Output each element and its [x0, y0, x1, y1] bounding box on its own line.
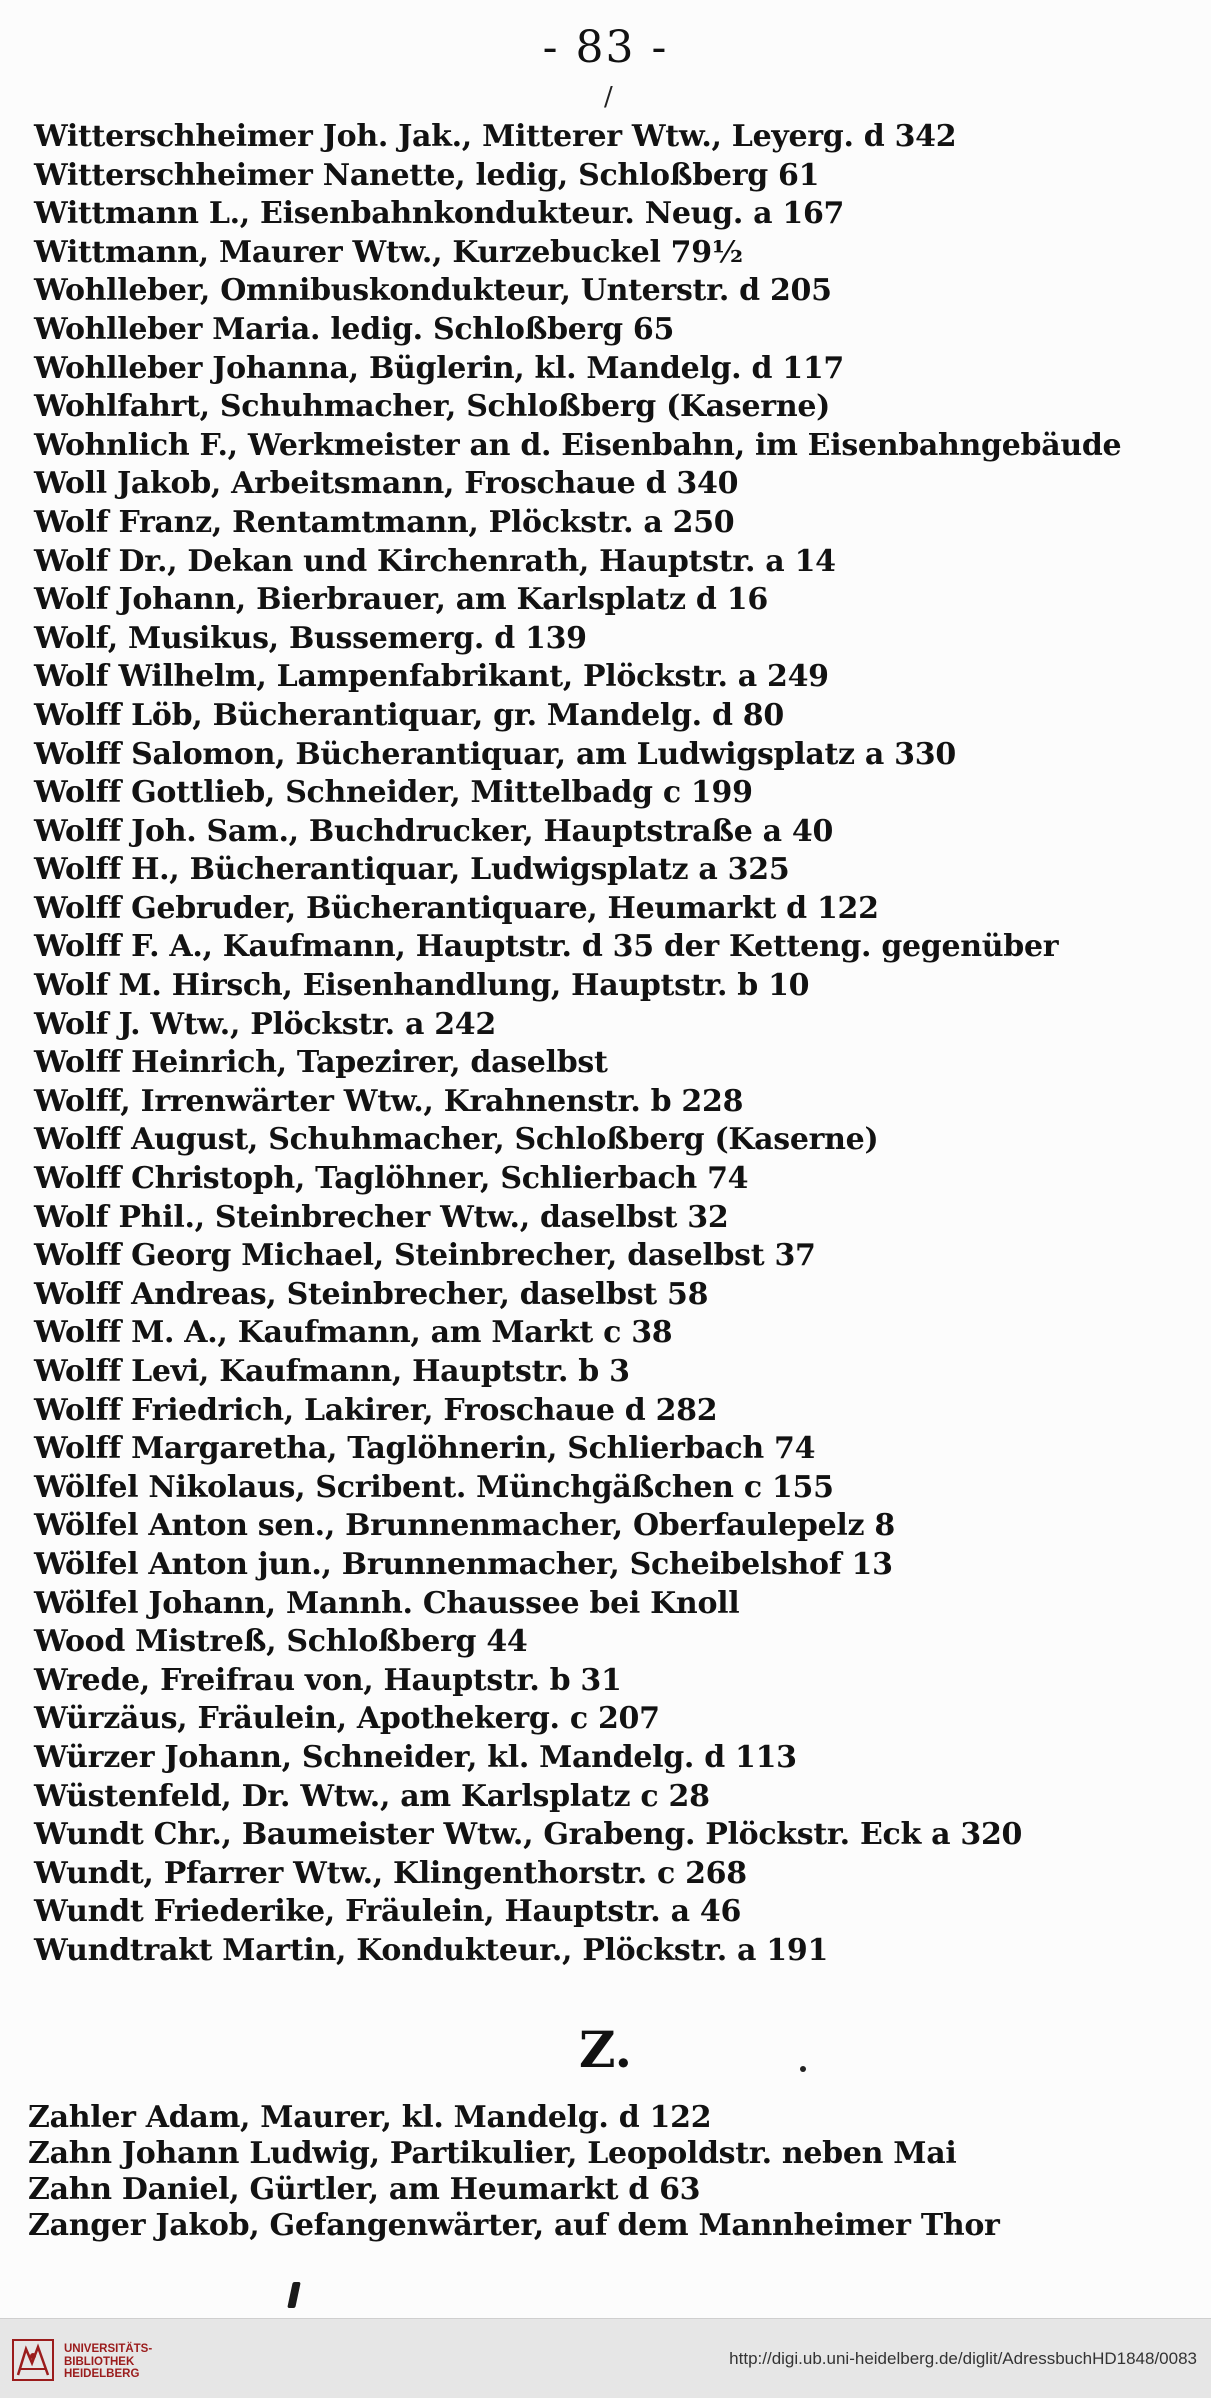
directory-entry: Wolff Christoph, Taglöhner, Schlierbach 74: [34, 1161, 749, 1197]
directory-entry: Wundt Chr., Baumeister Wtw., Grabeng. Plöckstr. Eck a 320: [34, 1817, 1023, 1853]
directory-entry: Wundtrakt Martin, Kondukteur., Plöckstr. a 191: [34, 1932, 829, 1968]
directory-entry: Zahler Adam, Maurer, kl. Mandelg. d 122: [28, 2100, 712, 2135]
directory-entry: Wolff Gebruder, Bücherantiquare, Heumarkt d 122: [34, 890, 879, 926]
library-logo-text: [64, 2343, 152, 2381]
directory-entry: Wolff August, Schuhmacher, Schloßberg (Kaserne): [34, 1122, 879, 1158]
ink-smudge: [287, 2282, 301, 2308]
directory-entry: Wood Mistreß, Schloßberg 44: [34, 1624, 528, 1660]
directory-entry: Wrede, Freifrau von, Hauptstr. b 31: [34, 1662, 622, 1698]
directory-entry: Wolf Wilhelm, Lampenfabrikant, Plöckstr. a 249: [34, 659, 829, 695]
directory-entry: Wittmann, Maurer Wtw., Kurzebuckel 79½: [34, 234, 743, 270]
directory-entry: Wüstenfeld, Dr. Wtw., am Karlsplatz c 28: [34, 1778, 710, 1814]
directory-entry: Wölfel Anton jun., Brunnenmacher, Scheibelshof 13: [34, 1546, 893, 1582]
directory-entry: Wolf M. Hirsch, Eisenhandlung, Hauptstr. b 10: [34, 968, 810, 1004]
logo-line: BIBLIOTHEK: [64, 2355, 135, 2368]
directory-entry: Wolf, Musikus, Bussemerg. d 139: [34, 620, 587, 656]
logo-line: HEIDELBERG: [64, 2368, 140, 2380]
ink-mark: /: [604, 82, 613, 112]
directory-entry: Zanger Jakob, Gefangenwärter, auf dem Mannheimer Thor: [28, 2208, 1000, 2243]
directory-entry: Witterschheimer Joh. Jak., Mitterer Wtw., Leyerg. d 342: [34, 119, 957, 154]
directory-entry: Wittmann L., Eisenbahnkondukteur. Neug. a 167: [34, 196, 845, 232]
directory-entry: Wolf Phil., Steinbrecher Wtw., daselbst 32: [34, 1199, 729, 1235]
directory-entry: Wolf Dr., Dekan und Kirchenrath, Hauptstr. a 14: [34, 543, 836, 579]
directory-entry: Wolff Salomon, Bücherantiquar, am Ludwigsplatz a 330: [34, 736, 956, 772]
directory-entry: Witterschheimer Nanette, ledig, Schloßberg 61: [34, 157, 820, 193]
directory-entry: Wolff Löb, Bücherantiquar, gr. Mandelg. d 80: [34, 697, 784, 733]
directory-entry: Woll Jakob, Arbeitsmann, Froschaue d 340: [34, 466, 739, 502]
directory-entries-z: [28, 2100, 1178, 2244]
directory-entry: Wolf Franz, Rentamtmann, Plöckstr. a 250: [34, 504, 735, 540]
directory-entry: Wohnlich F., Werkmeister an d. Eisenbahn, im Eisenbahngebäude: [34, 427, 1122, 463]
directory-entry: Wolff Friedrich, Lakirer, Froschaue d 282: [34, 1392, 718, 1428]
directory-entry: Wolff H., Bücherantiquar, Ludwigsplatz a 325: [34, 852, 790, 888]
directory-entry: Wolf J. Wtw., Plöckstr. a 242: [34, 1006, 496, 1042]
directory-entry: Wolf Johann, Bierbrauer, am Karlsplatz d 16: [34, 582, 768, 618]
directory-entry: Wolff Margaretha, Taglöhnerin, Schlierbach 74: [34, 1431, 816, 1467]
directory-entry: Wolff Andreas, Steinbrecher, daselbst 58: [34, 1276, 709, 1312]
directory-entry: Wolff, Irrenwärter Wtw., Krahnenstr. b 228: [34, 1083, 744, 1119]
directory-entry: Wohlfahrt, Schuhmacher, Schloßberg (Kaserne): [34, 389, 831, 425]
directory-entry: Wundt Friederike, Fräulein, Hauptstr. a 46: [34, 1894, 742, 1930]
directory-entry: Würzäus, Fräulein, Apothekerg. c 207: [34, 1701, 660, 1737]
university-seal-icon: [12, 2339, 54, 2381]
directory-entry: Wolff Georg Michael, Steinbrecher, daselbst 37: [34, 1238, 816, 1274]
directory-entries: [34, 118, 1184, 1971]
directory-entry: Wohlleber, Omnibuskondukteur, Unterstr. d 205: [34, 273, 832, 309]
page-number: - 83 -: [542, 22, 669, 73]
footer-bar: [0, 2318, 1211, 2398]
directory-entry: Zahn Daniel, Gürtler, am Heumarkt d 63: [28, 2172, 701, 2207]
directory-entry: Wolff F. A., Kaufmann, Hauptstr. d 35 der Ketteng. gegenüber: [34, 929, 1059, 965]
directory-entry: Wolff Gottlieb, Schneider, Mittelbadg c 199: [34, 775, 753, 811]
directory-entry: Wolff Heinrich, Tapezirer, daselbst: [34, 1045, 608, 1081]
directory-entry: Zahn Johann Ludwig, Partikulier, Leopoldstr. neben Mai: [28, 2136, 957, 2171]
directory-entry: Wolff Levi, Kaufmann, Hauptstr. b 3: [34, 1354, 630, 1389]
directory-entry: Wölfel Anton sen., Brunnenmacher, Oberfaulepelz 8: [34, 1508, 895, 1544]
section-letter: Z.: [578, 2020, 633, 2079]
directory-entry: Wölfel Nikolaus, Scribent. Münchgäßchen c 155: [34, 1469, 834, 1505]
ink-dot: [800, 2066, 806, 2072]
source-url[interactable]: http://digi.ub.uni-heidelberg.de/diglit/AdressbuchHD1848/0083: [729, 2349, 1197, 2368]
directory-entry: Wohlleber Johanna, Büglerin, kl. Mandelg. d 117: [34, 350, 844, 386]
directory-entry: Würzer Johann, Schneider, kl. Mandelg. d 113: [34, 1739, 797, 1775]
directory-entry: Wolff M. A., Kaufmann, am Markt c 38: [34, 1315, 673, 1351]
directory-entry: Wolff Joh. Sam., Buchdrucker, Hauptstraße a 40: [34, 813, 834, 849]
directory-entry: Wohlleber Maria. ledig. Schloßberg 65: [34, 311, 675, 347]
logo-line: UNIVERSITÄTS-: [64, 2343, 153, 2355]
directory-entry: Wölfel Johann, Mannh. Chaussee bei Knoll: [34, 1585, 740, 1621]
directory-entry: Wundt, Pfarrer Wtw., Klingenthorstr. c 268: [34, 1855, 747, 1891]
